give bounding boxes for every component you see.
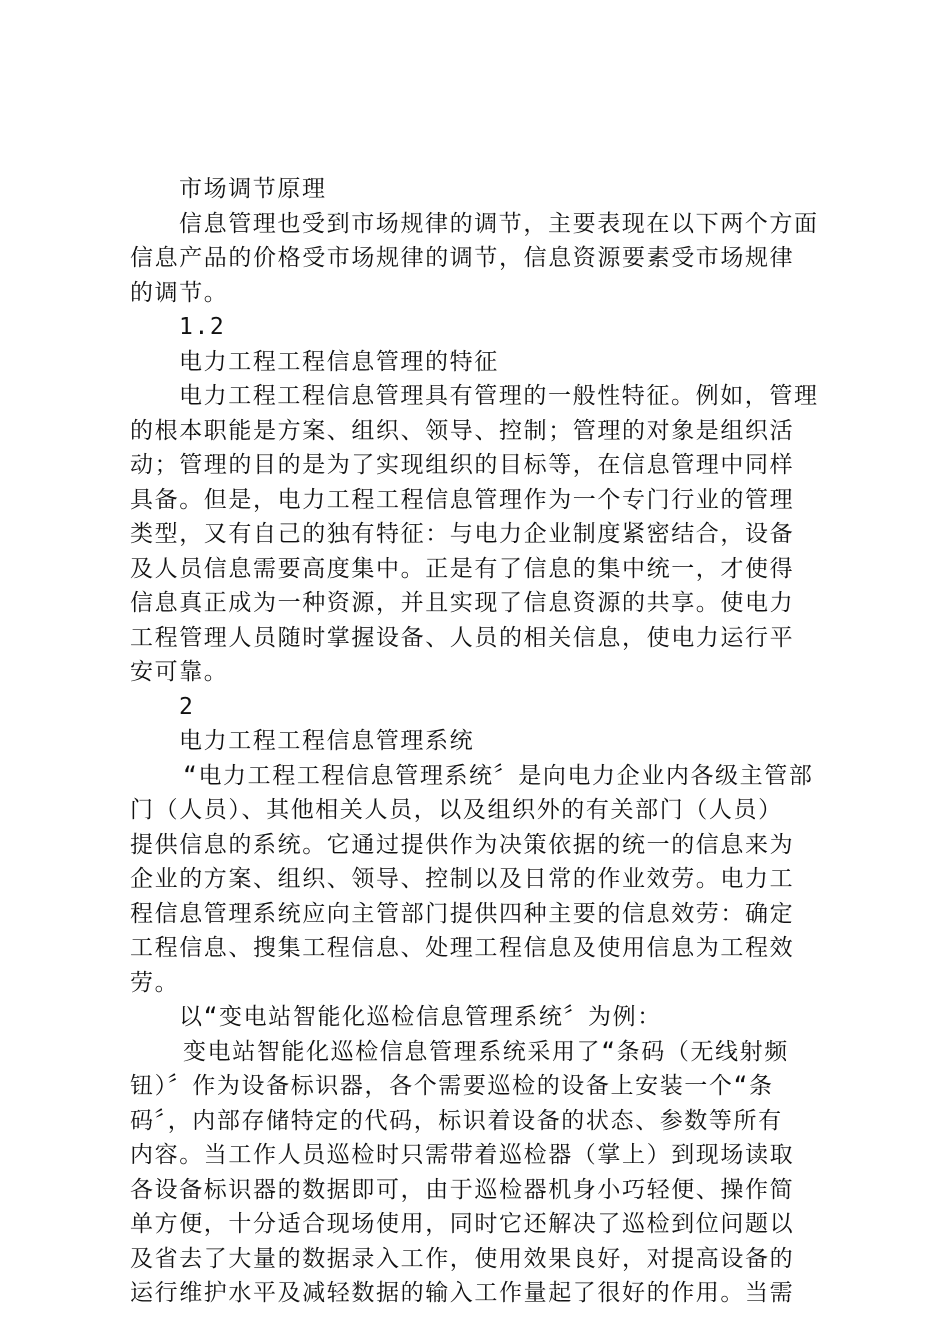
paragraph-line: 电力工程工程信息管理具有管理的一般性特征。例如，管理 [179, 383, 819, 409]
paragraph-line: 提供信息的系统。它通过提供作为决策依据的统一的信息来为 [130, 831, 795, 858]
paragraph-line: 工程信息、搜集工程信息、处理工程信息及使用信息为工程效 [130, 935, 795, 961]
paragraph-line: 单方便，十分适合现场使用，同时它还解决了巡检到位问题以 [130, 1211, 795, 1237]
paragraph-line: 信息真正成为一种资源，并且实现了信息资源的共享。使电力 [130, 590, 795, 616]
paragraph-line: 劳。 [130, 969, 180, 996]
paragraph-line: 码〞，内部存储特定的代码，标识着设备的状态、参数等所有 [130, 1107, 783, 1134]
paragraph-line: 钮）〞作为设备标识器，各个需要巡检的设备上安装一个“条 [130, 1073, 774, 1099]
paragraph-line: 程信息管理系统应向主管部门提供四种主要的信息效劳：确定 [130, 900, 795, 927]
paragraph-line: 具备。但是，电力工程工程信息管理作为一个专门行业的管理 [130, 486, 795, 513]
section-number: 1.2 [179, 314, 226, 340]
section-number: 2 [179, 693, 195, 720]
paragraph-line: 类型，又有自己的独有特征：与电力企业制度紧密结合，设备 [130, 521, 795, 547]
paragraph-line: 安可靠。 [130, 659, 229, 685]
paragraph-line: 以“变电站智能化巡检信息管理系统〞为例： [179, 1004, 662, 1030]
paragraph-line: “电力工程工程信息管理系统〞是向电力企业内各级主管部 [183, 762, 814, 789]
paragraph-line: 及人员信息需要高度集中。正是有了信息的集中统一，才使得 [130, 555, 795, 582]
paragraph-line: 企业的方案、组织、领导、控制以及日常的作业效劳。电力工 [130, 866, 795, 892]
paragraph-line: 内容。当工作人员巡检时只需带着巡检器（掌上）到现场读取 [130, 1142, 795, 1168]
paragraph-line: 的根本职能是方案、组织、领导、控制；管理的对象是组织活 [130, 417, 795, 444]
document-body [130, 172, 835, 1311]
paragraph-line: 工程管理人员随时掌握设备、人员的相关信息，使电力运行平 [130, 624, 795, 651]
paragraph-line: 运行维护水平及减轻数据的输入工作量起了很好的作用。当需 [130, 1280, 795, 1306]
section-heading: 电力工程工程信息管理的特征 [179, 348, 499, 375]
paragraph-line: 门（人员）、其他相关人员，以及组织外的有关部门（人员） [130, 797, 783, 823]
paragraph-line: 信息产品的价格受市场规律的调节，信息资源要素受市场规律 [130, 245, 795, 271]
paragraph-line: 的调节。 [130, 279, 229, 306]
section-heading: 市场调节原理 [179, 176, 327, 202]
paragraph-line: 变电站智能化巡检信息管理系统采用了“条码（无线射频 [183, 1038, 789, 1065]
paragraph-line: 信息管理也受到市场规律的调节，主要表现在以下两个方面 [179, 210, 819, 237]
paragraph-line: 动；管理的目的是为了实现组织的目标等，在信息管理中同样 [130, 452, 795, 478]
section-heading: 电力工程工程信息管理系统 [179, 728, 475, 754]
paragraph-line: 及省去了大量的数据录入工作，使用效果良好，对提高设备的 [130, 1245, 795, 1272]
paragraph-line: 各设备标识器的数据即可，由于巡检器机身小巧轻便、操作简 [130, 1176, 795, 1203]
